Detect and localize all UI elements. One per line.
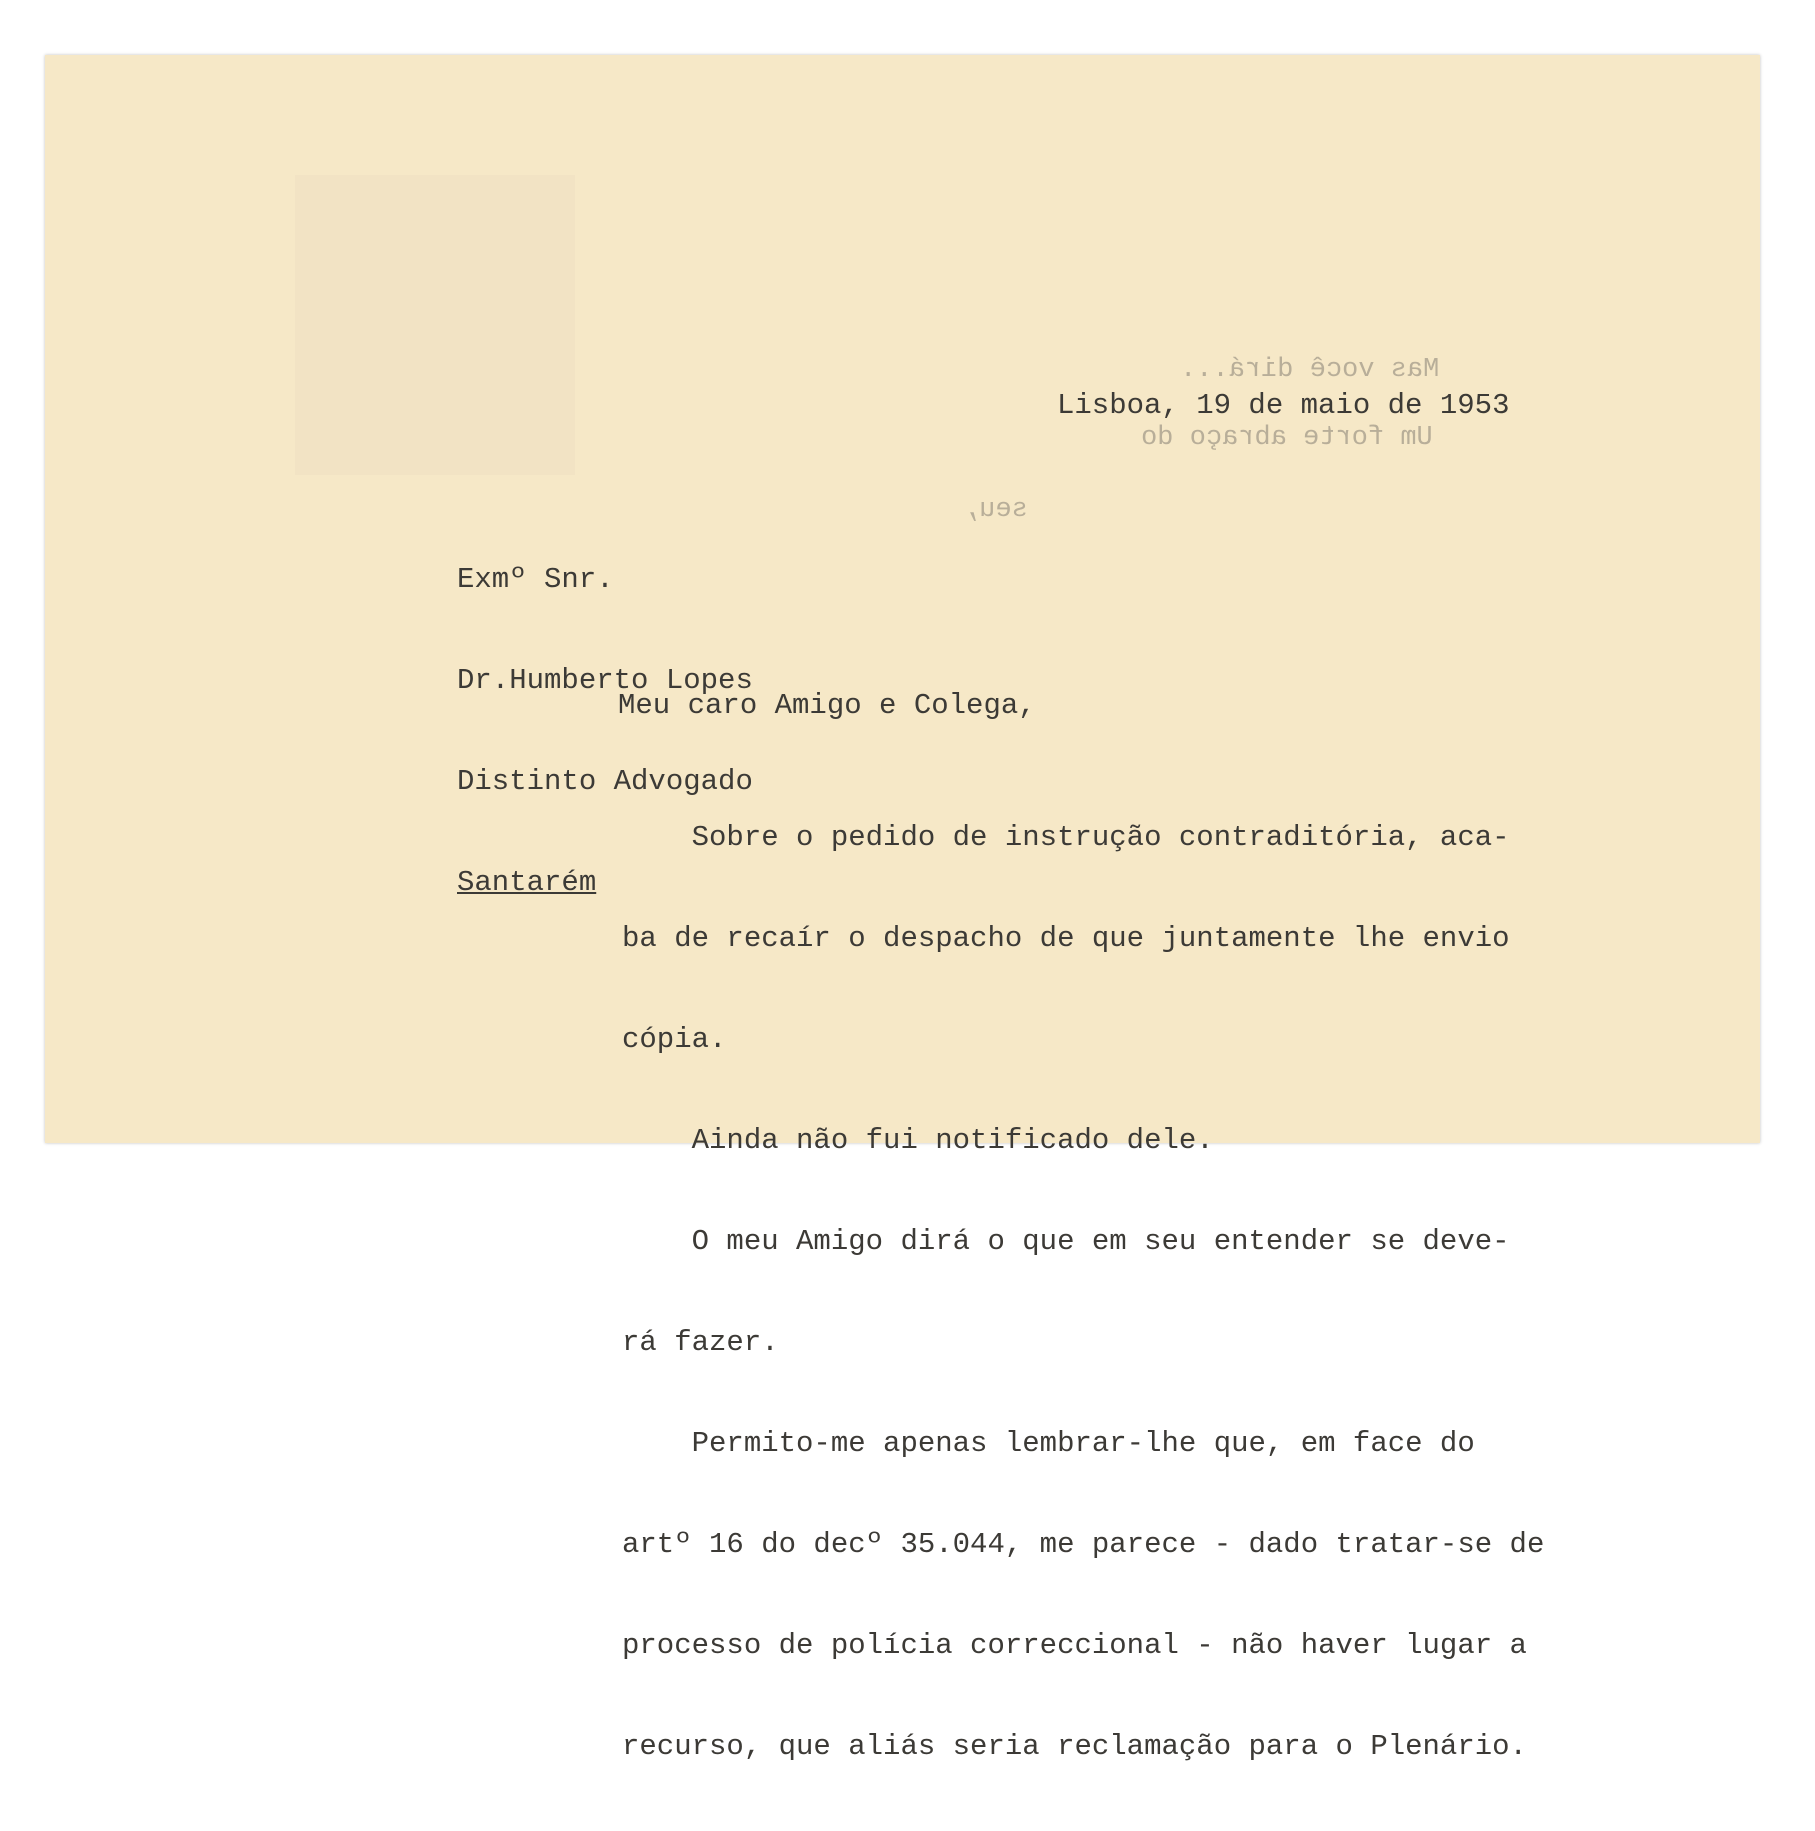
letter-page [45, 55, 1760, 1763]
letter-date: Lisboa, 19 de maio de 1953 [1057, 389, 1510, 422]
bleed-through-line-2: Um forte abraço do [1141, 423, 1433, 453]
addressee-line-1: Exmº Snr. [457, 563, 614, 596]
body-line: Ainda não fui notificado dele. [622, 1124, 1214, 1157]
addressee-city: Santarém [457, 866, 597, 899]
body-line: ba de recaír o despacho de que juntamente lhe envio [622, 922, 1510, 955]
body-line: recurso, que aliás seria reclamação para o Plenário. [622, 1730, 1527, 1763]
body-line: Sobre o pedido de instrução contraditória, aca- [622, 821, 1510, 854]
body-line: processo de polícia correccional - não haver lugar a [622, 1629, 1527, 1662]
body-line: cópia. [622, 1023, 727, 1056]
body-line: Permito-me apenas lembrar-lhe que, em face do [622, 1427, 1475, 1460]
body-line: O meu Amigo dirá o que em seu entender se deve- [622, 1225, 1510, 1258]
bleed-through-line-1: Mas você dirá... [1180, 355, 1440, 385]
letter-body [622, 753, 1544, 1831]
salutation: Meu caro Amigo e Colega, [618, 689, 1036, 722]
addressee-line-3: Distinto Advogado [457, 765, 753, 798]
addressee-line-2: Dr.Humberto Lopes [457, 664, 753, 697]
bleed-through-line-3: seu, [963, 495, 1028, 525]
body-line: rá fazer. [622, 1326, 779, 1359]
faint-stain [295, 175, 575, 475]
body-line: artº 16 do decº 35.044, me parece - dado tratar-se de [622, 1528, 1545, 1561]
